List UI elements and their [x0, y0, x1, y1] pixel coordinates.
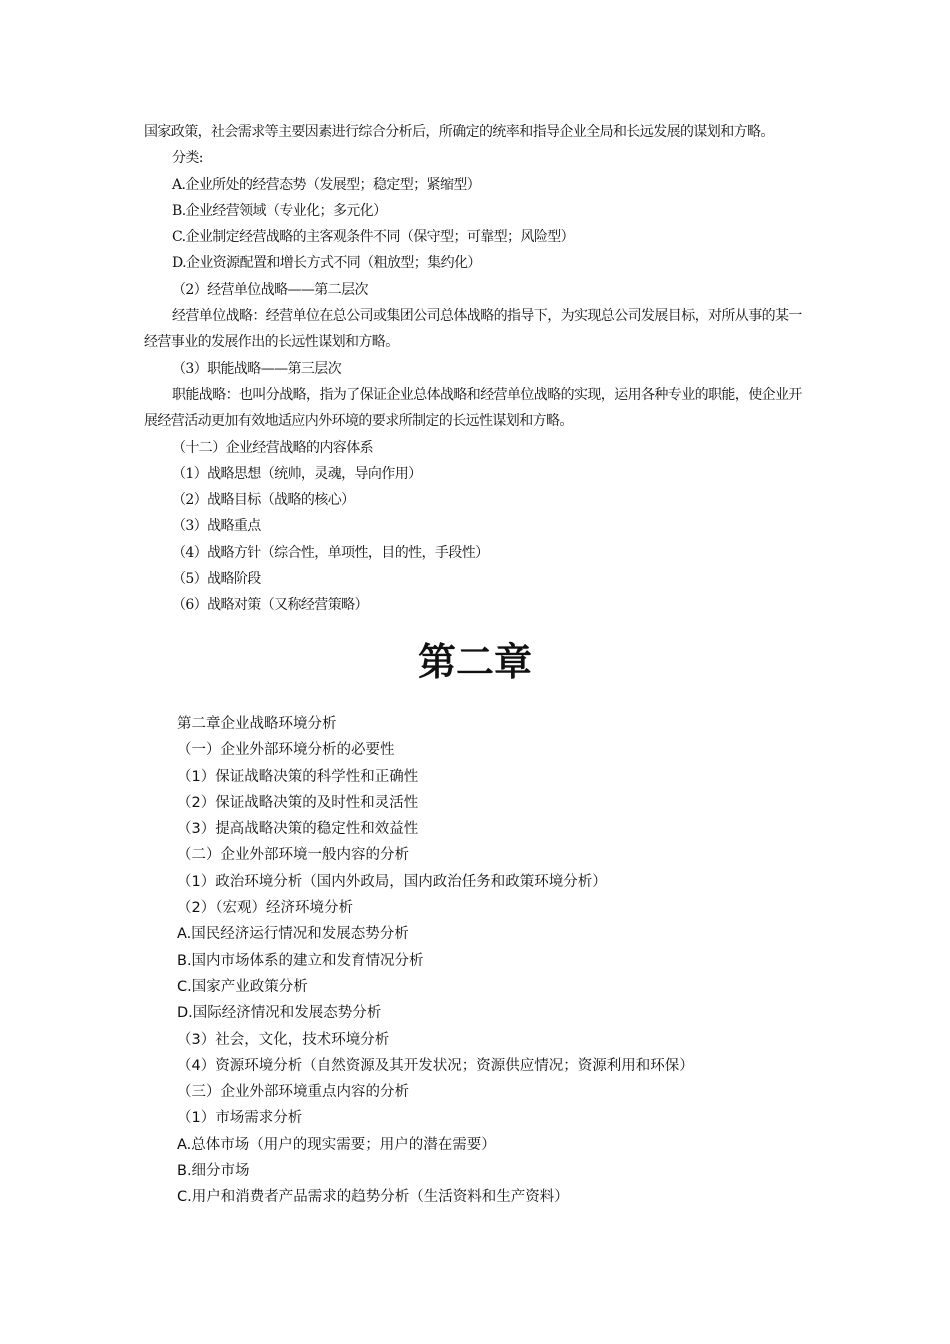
- section-heading: （二）企业外部环境一般内容的分析: [177, 847, 409, 864]
- list-item: （4）资源环境分析（自然资源及其开发状况；资源供应情况；资源利用和环保）: [177, 1057, 694, 1074]
- list-item: A.国民经济运行情况和发展态势分析: [177, 926, 409, 943]
- paragraph: 经营单位战略：经营单位在总公司或集团公司总体战略的指导下，为实现总公司发展目标，对所从事的某一经营事业的发展作出的长远性谋划和方略。: [144, 308, 802, 351]
- chapter-subtitle: 第二章企业战略环境分析: [177, 716, 337, 732]
- list-item: （3）社会，文化，技术环境分析: [177, 1031, 390, 1048]
- list-item: C.用户和消费者产品需求的趋势分析（生活资料和生产资料）: [177, 1189, 569, 1206]
- list-item: （3）提高战略决策的稳定性和效益性: [177, 821, 419, 838]
- paragraph: 职能战略：也叫分战略，指为了保证企业总体战略和经营单位战略的实现，运用各种专业的职能，使企业开展经营活动更加有效地适应内外环境的要求所制定的长远性谋划和方略。: [144, 386, 802, 430]
- list-item: A.企业所处的经营态势（发展型；稳定型；紧缩型）: [172, 176, 481, 193]
- list-item: （1）政治环境分析（国内外政局，国内政治任务和政策环境分析）: [177, 873, 607, 890]
- list-item: （5）战略阶段: [172, 571, 261, 588]
- paragraph-continuation: 国家政策，社会需求等主要因素进行综合分析后，所确定的统率和指导企业全局和长远发展的谋划和方略。: [144, 124, 774, 140]
- chapter-two-text: [177, 711, 817, 1211]
- list-item: （2）保证战略决策的及时性和灵活性: [177, 794, 419, 811]
- list-item: B.国内市场体系的建立和发育情况分析: [177, 952, 424, 969]
- subheading: （3）职能战略——第三层次: [172, 360, 342, 377]
- list-item: （2）战略目标（战略的核心）: [172, 492, 355, 509]
- list-item: A.总体市场（用户的现实需要；用户的潜在需要）: [177, 1136, 496, 1153]
- chapter-title: 第二章: [417, 640, 532, 684]
- section-heading: （一）企业外部环境分析的必要性: [177, 742, 395, 759]
- list-item: （1）市场需求分析: [177, 1110, 303, 1127]
- subheading: （2）经营单位战略——第二层次: [172, 281, 368, 298]
- list-item: D.国际经济情况和发展态势分析: [177, 1005, 382, 1022]
- list-item: C.企业制定经营战略的主客观条件不同（保守型；可靠型；风险型）: [172, 229, 575, 246]
- list-item: B.细分市场: [177, 1163, 250, 1180]
- list-item: （1）保证战略决策的科学性和正确性: [177, 768, 419, 785]
- classification-label: 分类:: [172, 150, 203, 167]
- section-heading: （十二）企业经营战略的内容体系: [172, 439, 373, 456]
- list-item: （3）战略重点: [172, 518, 261, 535]
- list-item: （2）（宏观）经济环境分析: [177, 900, 353, 917]
- list-item: B.企业经营领域（专业化；多元化）: [172, 202, 387, 219]
- list-item: （1）战略思想（统帅，灵魂，导向作用）: [172, 465, 422, 482]
- list-item: C.国家产业政策分析: [177, 978, 308, 995]
- list-item: （4）战略方针（综合性，单项性，目的性，手段性）: [172, 544, 489, 561]
- list-item: （6）战略对策（又称经营策略）: [172, 597, 368, 614]
- previous-chapter-text: [144, 119, 812, 619]
- section-heading: （三）企业外部环境重点内容的分析: [177, 1084, 409, 1101]
- list-item: D.企业资源配置和增长方式不同（粗放型；集约化）: [172, 255, 481, 272]
